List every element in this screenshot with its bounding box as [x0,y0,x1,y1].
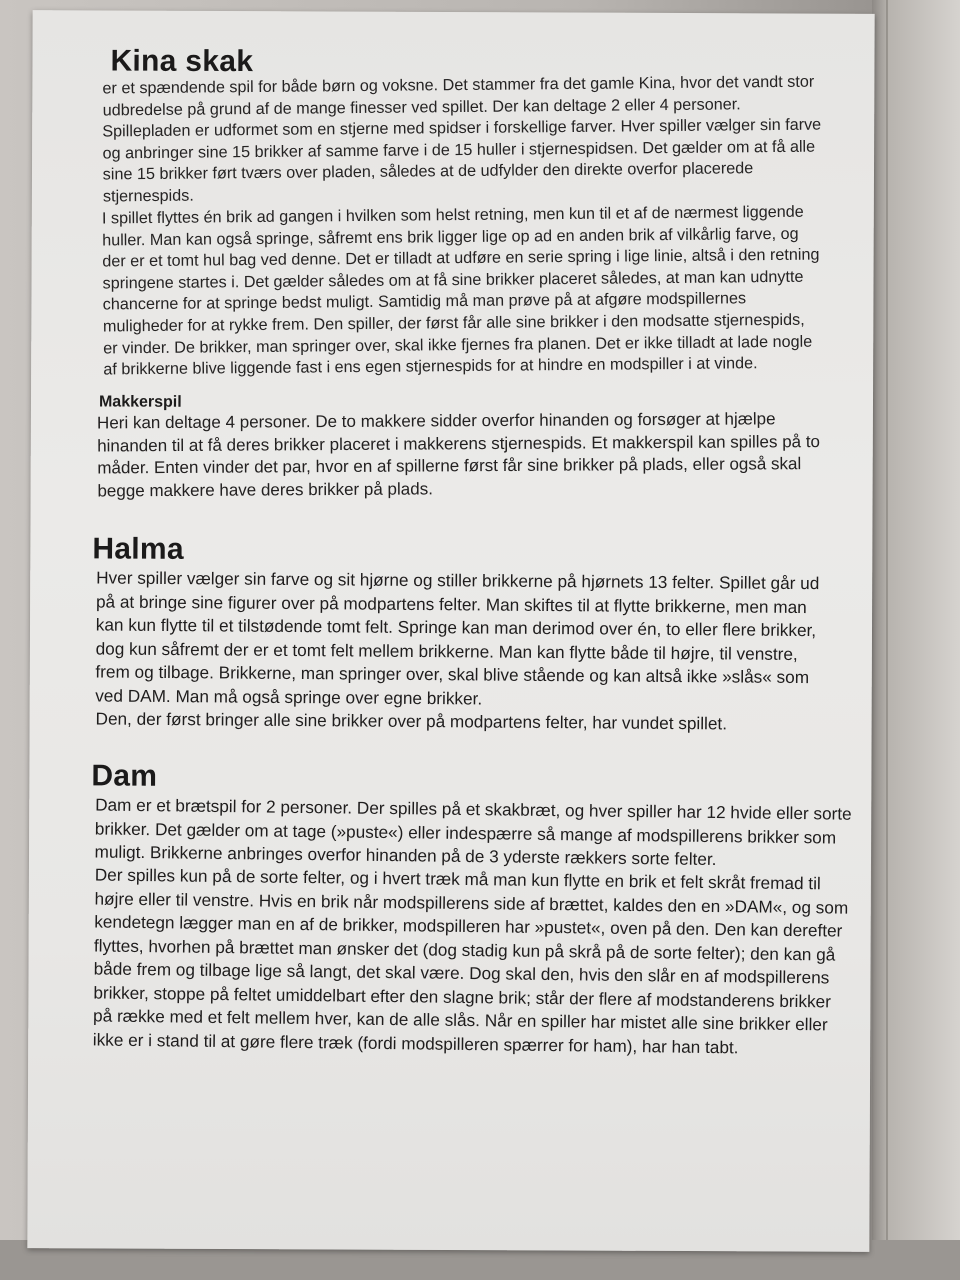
makkerspil-paragraph: Heri kan deltage 4 personer. De to makkere sidder overfor hinanden og forsøger at hjælpe hinanden til at få deres brikker placeret i makkerens stjernespids. Et makkerspil kan spilles på to måder. Enten vinder det par, hvor en af spillerne først får sine brikker på plads, eller også skal begge makkere have deres brikker på plads. [96,409,821,501]
section-kina-skak [97,44,859,506]
dam-paragraph-2: Der spilles kun på de sorte felter, og i hvert træk må man kun flytte en brik et felt skråt fremad til højre eller til venstre. Hvis en brik når modspillerens side af brættet, kaldes den en »DAM«, og som kendetegn lægger man en af de brikker, modspilleren har »pustet«, oven på den. Den kan derefter flyttes, hvorhen på brættet man ønsker det (dog stadig kun på skrå på de sorte felter); den kan gå både frem og tilbage lige så langt, det skal være. Dog skal den, hvis den slår en af modspillerens brikker, stoppe på feltet umiddelbart efter den slagne brik; står der flere af modstanderens brikker på række med et felt mellem hver, kan de alle slås. Når en spiller har mistet alle sine brikker eller ikke er i stand til at gøre flere træk (fordi modspilleren spærrer for ham), har han tabt. [92,864,849,1058]
background-right [872,0,960,1280]
section-title-dam: Dam [91,759,158,793]
kina-paragraph-3: I spillet flyttes én brik ad gangen i hvilken som helst retning, men kun til et af de nærmest liggende huller. Man kan også springe, såfremt ens brik ligger lige op ad en anden brik af vilkårlig farve, og der er et tomt hul bag ved denne. Det er tilladt at udføre en serie spring i lige linie, altså i den retning springene startes i. Det gælder således om at få sine brikker placeret således, at man kan udnytte chancerne for at springe bedst muligt. Samtidig må man prøve på at afgøre modspillernes muligheder for at rykke frem. Den spiller, der først får alle sine brikker i den modsatte stjernespids, er vinder. De brikker, man springer over, skal ikke fjernes fra planen. Det er ikke tilladt at lade nogle af brikkerne blive liggende fast i ens egen stjernespids for at hindre en modspiller i at vinde. [101,202,820,379]
document-page [27,10,874,1252]
page-content [91,44,858,1058]
subsection-makkerspil [97,393,857,506]
kina-paragraph-1: er et spændende spil for både børn og voksne. Det stammer fra det gamle Kina, hvor det vandt stor udbredelse på grund af de mange finesser ved spillet. Der kan deltage 2 eller 4 personer. [102,72,815,120]
subheading-makkerspil: Makkerspil [98,393,182,412]
halma-paragraph-1: Hver spiller vælger sin farve og sit hjørne og stiller brikkerne på hjørnets 13 felter. Spillet går ud på at bringe sine figurer over på modpartens felter. Man skiftes til at flytte brikkerne, men man kan kun flytte til et tilstødende tomt felt. Springe kan man derimod over én, to eller flere brikker, dog kun såfremt der er et tomt felt mellem brikkerne. Man kan flytte både til højre, til venstre, frem og tilbage. Brikkerne, man springer over, skal blive stående og kan altså ikke »slås« som ved DAM. Man må også springe over egne brikker. [95,567,820,709]
dam-paragraph-1: Dam er et brætspil for 2 personer. Der spilles på et skakbræt, og hver spiller har 12 hvide eller sorte brikker. Det gælder om at tage (»puste«) eller indespærre så mange af modspillerens brikker som muligt. Brikkerne anbringes overfor hinanden på de 3 yderste rækkers sorte felter. [94,794,852,869]
adjacent-page-edge [886,0,888,1280]
section-dam [91,759,855,1058]
section-title-halma: Halma [92,532,184,567]
section-halma [92,532,857,735]
section-title-kina-skak: Kina skak [110,44,254,79]
kina-body [101,72,822,383]
halma-paragraph-2: Den, der først bringer alle sine brikker over på modpartens felter, har vundet spillet. [95,708,728,734]
kina-paragraph-2: Spillepladen er udformet som en stjerne med spidser i forskellige farver. Hver spiller vælger sin farve og anbringer sine 15 brikker af samme farve i de 15 huller i stjernespidsen. Det gælder om at få alle sine 15 brikker ført tværs over pladen, således at de udfylder den direkte overfor placerede stjernespids. [102,115,822,206]
